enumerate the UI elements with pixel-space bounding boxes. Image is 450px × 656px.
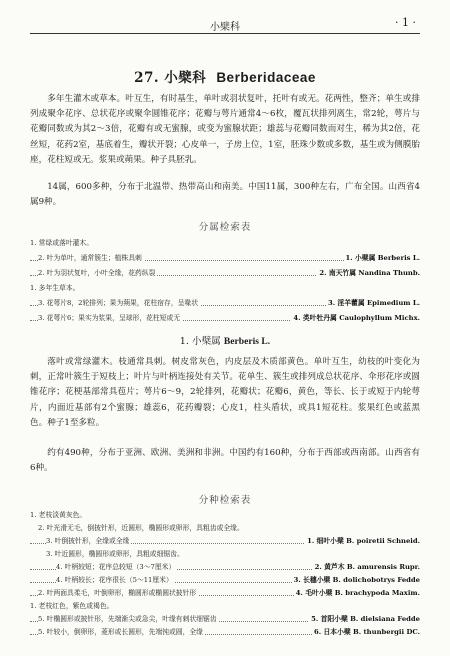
genus-heading-chinese: 1. 小檗属 [179, 336, 221, 347]
genus-key-line [30, 238, 420, 249]
family-title-latin: Berberidaceae [216, 70, 316, 85]
key-text: 3. 叶倒披针形，全缘或全缘 [46, 537, 130, 545]
key-text: 1. 常绿或落叶灌木。 [30, 239, 94, 247]
genus-key-title: 分属检索表 [198, 222, 252, 233]
key-text: 2. 叶两面具柔毛，叶倒卵形，椭圆形或椭圆状披针形 [38, 589, 197, 597]
key-text: 3. 叶近圆形，椭圆形或卵形，具粗或细锯齿。 [46, 550, 184, 558]
species-key-line [30, 614, 420, 625]
genus-key-line [30, 298, 420, 309]
genus-key-line [30, 313, 420, 324]
key-result: 2. 南天竹属 Nandina Thunb. [319, 269, 420, 277]
genus-distribution: 约有490种，分布于亚洲、欧洲、美洲和非洲。中国约有160种，分布于西部或西南部。山西省有6种。 [30, 448, 420, 474]
key-result: 3. 淫羊藿属 Epimedium L. [327, 299, 420, 307]
species-key-line [30, 523, 420, 534]
genus-heading-latin: Berberis L. [223, 336, 271, 347]
header-rule [30, 33, 420, 34]
key-text: 2. 叶为单叶，通常簇生；植株具刺 [38, 254, 142, 262]
key-text: 1. 老枝淡黄灰色。 [30, 511, 87, 519]
family-description: 多年生灌木或草本。叶互生，有时基生，单叶或羽状复叶，托叶有或无。花两性，整齐；单生或排列成聚伞花序、总状花序或聚伞圆锥花序；花瓣与萼片通常4～6枚，覆瓦状排列离生，常2轮，萼片与花瓣同数或为其2～3倍，花瓣有或无蜜腺，或变为蜜腺状距；雄蕊与花瓣同数而对生，稀为其2倍，花丝短，花药2室，基底着生，瓣状开裂；心皮单一，子房上位，1室，胚珠少数或多数，基生或为侧膜胎座，花柱短或无。浆果或蒴果。种子具胚乳。 [30, 94, 420, 165]
key-result: 2. 黄芦木 B. amurensis Rupr. [314, 563, 420, 571]
family-title-chinese: 27. 小檗科 [134, 70, 207, 86]
species-key-line [30, 627, 420, 638]
key-result: 5. 首阳小檗 B. dielsiana Fedde [311, 615, 420, 623]
key-result: 3. 长穗小檗 B. dolichobotrys Fedde [293, 576, 420, 584]
genus-key-line [30, 253, 420, 264]
species-key-line [30, 601, 420, 612]
key-text: 1. 多年生草本。 [30, 284, 80, 292]
running-header [30, 14, 420, 32]
key-text: 2. 叶为羽状复叶，小叶全缘，花药纵裂 [38, 269, 156, 277]
species-key-line [30, 549, 420, 560]
page-number: · 1 · [395, 16, 416, 29]
key-text: 2. 叶光滑无毛，倒披针形，近圆形，椭圆形或卵形，具粗齿或全缘。 [38, 524, 244, 532]
key-result: 1. 细叶小檗 B. poiretii Schneid. [307, 537, 420, 545]
key-result: 4. 类叶牡丹属 Caulophyllum Michx. [293, 314, 420, 322]
species-key-line [30, 562, 420, 573]
running-header-title: 小檗科 [210, 22, 240, 33]
genus-key-line [30, 283, 420, 294]
key-text: 1. 老枝红色，紫色或褐色。 [30, 602, 114, 610]
genus-description: 落叶或常绿灌木。枝通常具刺。树皮常灰色，内皮层及木质部黄色。单叶互生，幼枝的叶变化为刺，正常叶簇生于短枝上；叶片与叶柄连接处有关节。花单生、簇生或排列成总状花序、伞形花序或圆锥花序；花梗基部常具苞片；萼片6～9，2轮排列，花瓣状；花瓣6，黄色，等长、长于或短于内轮萼片，内面近基部有2个蜜腺；雄蕊6，花药瓣裂；心皮1，柱头盾状，或具1短花柱。浆果红色或蓝黑色。种子1至多粒。 [30, 357, 420, 428]
key-text: 3. 花萼片8，2轮排列；果为蒴果，花柱宿存，呈喙状 [38, 299, 199, 307]
key-text: 4. 叶柄较短；花序总较短（3～7厘米） [56, 563, 176, 571]
family-title [0, 66, 450, 86]
key-result: 1. 小檗属 Berberis L. [345, 254, 420, 262]
genus-heading [0, 333, 450, 347]
key-result: 6. 日本小檗 B. thunbergii DC. [314, 628, 420, 636]
key-text: 3. 花萼片6；果实为浆果，呈球形，花柱短或无 [38, 314, 181, 322]
genus-key-line [30, 268, 420, 279]
species-key-title: 分种检索表 [198, 495, 252, 506]
key-text: 5. 叶较小，倒卵形，菱形或长圆形，先端钝或圆，全缘 [38, 628, 203, 636]
key-result: 4. 毛叶小檗 B. brachypoda Maxim. [295, 589, 420, 597]
family-distribution: 14属，600多种，分布于北温带、热带高山和南美。中国11属，300种左右，广布全国。山西省4属9种。 [30, 182, 420, 208]
key-text: 4. 叶柄较长；花序很长（5～11厘米） [56, 576, 173, 584]
species-key-line [30, 588, 420, 599]
key-text: 5. 叶椭圆形或披针形，先端渐尖或急尖，叶缘有刺状细锯齿 [38, 615, 217, 623]
species-key-line [30, 510, 420, 521]
species-key-line [30, 536, 420, 547]
species-key-line [30, 575, 420, 586]
